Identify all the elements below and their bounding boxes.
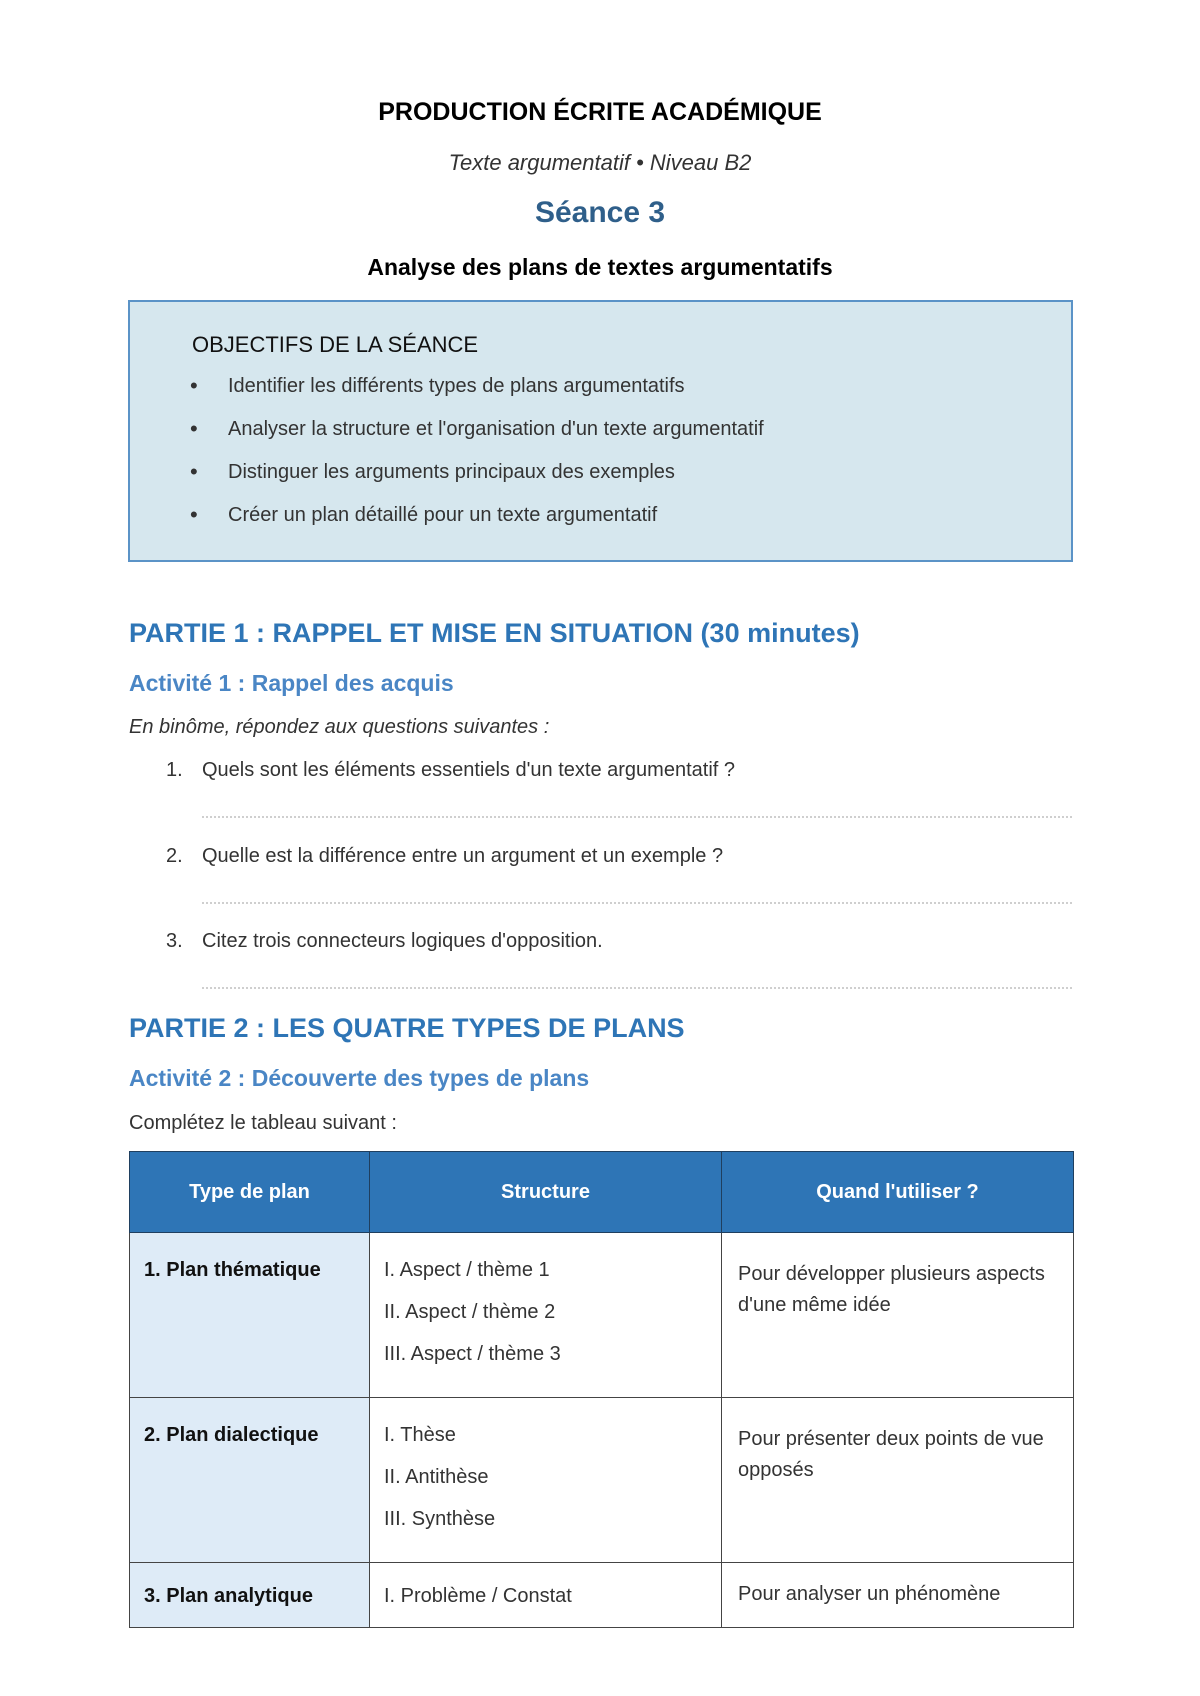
table-row — [130, 1233, 1074, 1398]
structure-line: I. Thèse — [384, 1424, 456, 1446]
question-number: 2. — [166, 845, 183, 867]
plans-table — [129, 1151, 1074, 1628]
part2-heading: PARTIE 2 : LES QUATRE TYPES DE PLANS — [129, 1013, 685, 1043]
question-text: Citez trois connecteurs logiques d'opposition. — [202, 930, 603, 952]
objective-text: Analyser la structure et l'organisation d'un texte argumentatif — [228, 418, 764, 440]
objectives-title: OBJECTIFS DE LA SÉANCE — [192, 332, 479, 357]
question-text: Quelle est la différence entre un argument et un exemple ? — [202, 845, 724, 867]
structure-line: I. Aspect / thème 1 — [384, 1259, 550, 1281]
seance-number: Séance 3 — [534, 196, 666, 229]
structure-line: II. Antithèse — [384, 1466, 489, 1488]
activity2-heading: Activité 2 : Découverte des types de plans — [129, 1065, 590, 1091]
structure-cell — [370, 1398, 722, 1563]
question-number: 1. — [166, 759, 183, 781]
usage-cell: Pour présenter deux points de vue opposés — [722, 1398, 1074, 1563]
structure-line: III. Synthèse — [384, 1508, 496, 1530]
question-item — [0, 759, 1200, 839]
question-item — [0, 845, 1200, 925]
part1-heading: PARTIE 1 : RAPPEL ET MISE EN SITUATION (30 minutes) — [129, 618, 860, 648]
structure-line: II. Aspect / thème 2 — [384, 1301, 556, 1323]
usage-cell: Pour développer plusieurs aspects d'une même idée — [722, 1233, 1074, 1398]
table-header-row — [130, 1152, 1074, 1233]
document-subtitle: Texte argumentatif • Niveau B2 — [448, 150, 752, 175]
structure-cell — [370, 1233, 722, 1398]
usage-cell: Pour analyser un phénomène — [722, 1563, 1074, 1628]
activity1-heading: Activité 1 : Rappel des acquis — [129, 670, 454, 696]
objective-text: Identifier les différents types de plans argumentatifs — [228, 375, 685, 397]
column-header: Type de plan — [130, 1152, 370, 1233]
answer-line[interactable] — [202, 987, 1072, 989]
objective-text: Distinguer les arguments principaux des exemples — [228, 461, 675, 483]
structure-line: I. Problème / Constat — [384, 1585, 572, 1607]
question-number: 3. — [166, 930, 183, 952]
table-row — [130, 1398, 1074, 1563]
objectives-box — [128, 300, 1073, 562]
question-text: Quels sont les éléments essentiels d'un texte argumentatif ? — [202, 759, 735, 781]
objective-text: Créer un plan détaillé pour un texte argumentatif — [228, 504, 658, 526]
bullet-icon: • — [190, 373, 198, 398]
plan-type-cell: 1. Plan thématique — [130, 1233, 370, 1398]
plan-type-cell: 3. Plan analytique — [130, 1563, 370, 1628]
seance-topic: Analyse des plans de textes argumentatifs — [367, 254, 833, 280]
table-row — [130, 1563, 1074, 1628]
activity2-instruction: Complétez le tableau suivant : — [129, 1112, 397, 1134]
document-title: PRODUCTION ÉCRITE ACADÉMIQUE — [378, 98, 822, 126]
bullet-icon: • — [190, 459, 198, 484]
bullet-icon: • — [190, 502, 198, 527]
structure-line: III. Aspect / thème 3 — [384, 1343, 561, 1365]
plan-type-cell: 2. Plan dialectique — [130, 1398, 370, 1563]
structure-cell — [370, 1563, 722, 1628]
activity1-instruction: En binôme, répondez aux questions suivantes : — [129, 716, 550, 738]
question-item — [0, 930, 1200, 1010]
answer-line[interactable] — [202, 816, 1072, 818]
bullet-icon: • — [190, 416, 198, 441]
answer-line[interactable] — [202, 902, 1072, 904]
column-header: Structure — [370, 1152, 722, 1233]
column-header: Quand l'utiliser ? — [722, 1152, 1074, 1233]
